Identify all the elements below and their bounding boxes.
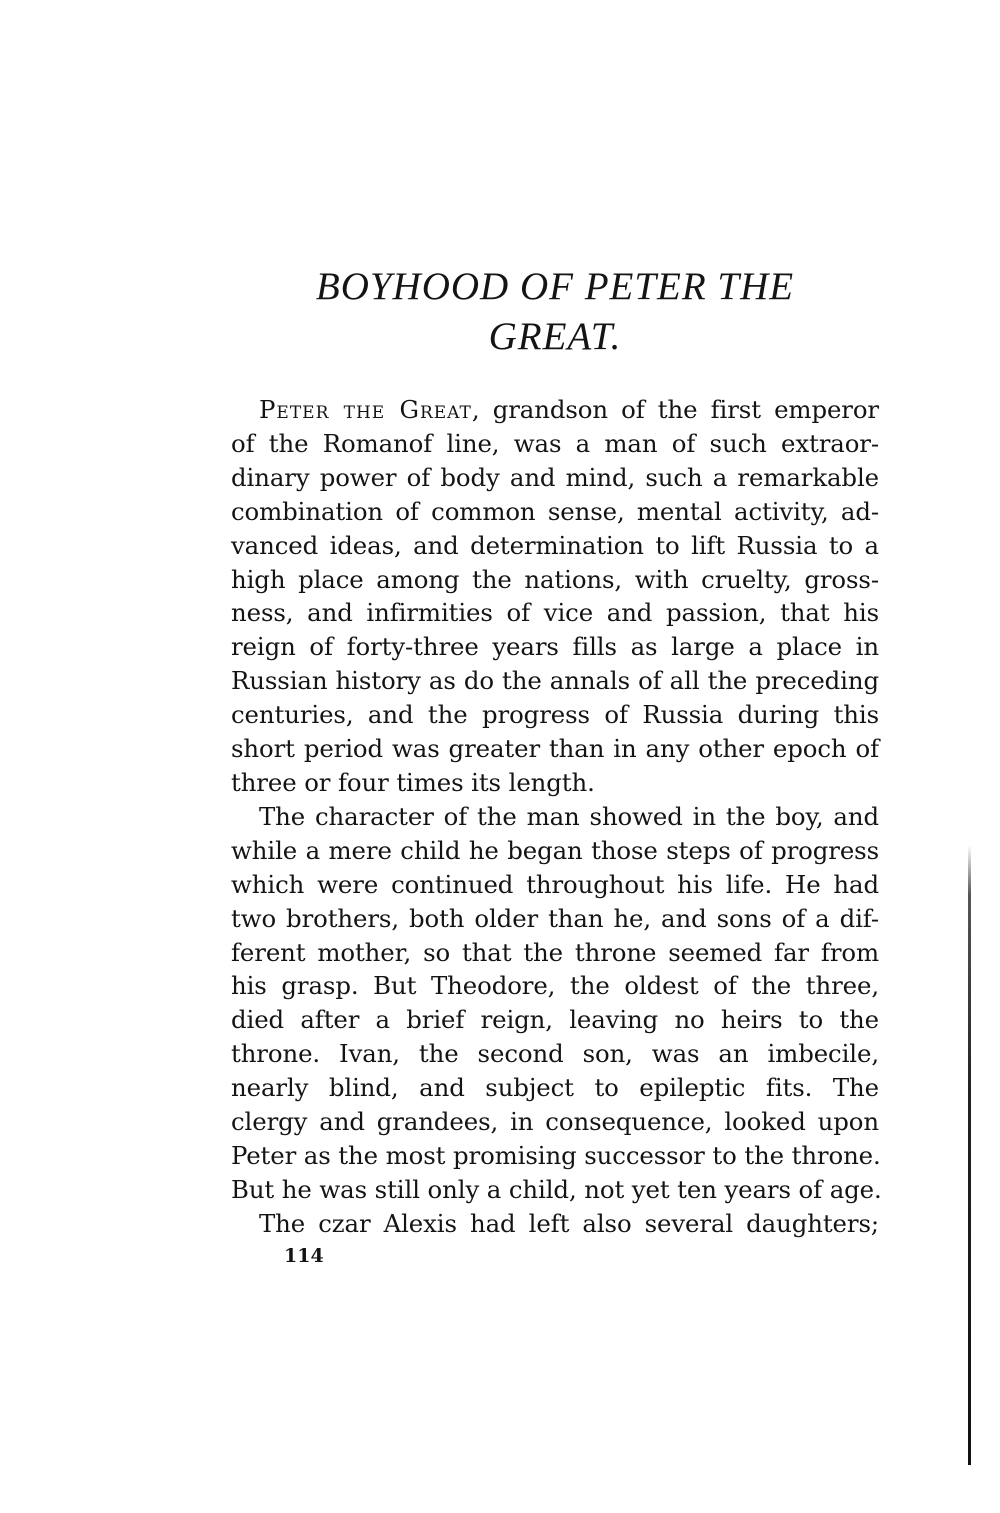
- chapter-title: [230, 262, 880, 362]
- text-line: But he was still only a child, not yet ten years of age.: [231, 1174, 882, 1204]
- text-line: The character of the man showed in the boy, and: [259, 801, 879, 831]
- text-line: short period was greater than in any other epoch of: [231, 734, 879, 764]
- text-line: high place among the nations, with cruelty, gross-: [231, 564, 879, 594]
- text-line: vanced ideas, and determination to lift Russia to a: [231, 530, 879, 560]
- paragraph-2: [231, 800, 882, 1207]
- text-line: Russian history as do the annals of all the preceding: [231, 666, 879, 696]
- text-line: clergy and grandees, in consequence, looked upon: [231, 1107, 879, 1137]
- page-number: 114: [284, 1245, 324, 1267]
- chapter-title-line-2: GREAT.: [488, 315, 622, 358]
- text-line: Peter as the most promising successor to the throne.: [231, 1140, 881, 1170]
- text-line: reign of forty-three years fills as large a place in: [231, 632, 879, 662]
- lead-smallcaps: Peter the Great: [259, 395, 472, 424]
- text-line: nearly blind, and subject to epileptic fits. The: [231, 1073, 879, 1103]
- text-line: two brothers, both older than he, and sons of a dif-: [231, 903, 879, 933]
- body-text: [231, 393, 882, 1241]
- text-line: died after a brief reign, leaving no heirs to the: [231, 1005, 879, 1035]
- text-line: ferent mother, so that the throne seemed far from: [231, 937, 879, 967]
- text-line: of the Romanof line, was a man of such extraor-: [231, 428, 879, 458]
- text-line: The czar Alexis had left also several daughters;: [259, 1208, 879, 1238]
- text-line: centuries, and the progress of Russia during this: [231, 700, 879, 730]
- paragraph-3: [231, 1207, 879, 1241]
- page-edge-shadow: [968, 845, 971, 1465]
- text-line: three or four times its length.: [231, 767, 595, 797]
- text-line: Peter the Great, grandson of the first emperor: [259, 395, 879, 424]
- text-line: while a mere child he began those steps of progress: [231, 835, 879, 865]
- chapter-title-line-1: BOYHOOD OF PETER THE: [315, 265, 795, 308]
- text-line: throne. Ivan, the second son, was an imbecile,: [231, 1039, 879, 1069]
- paragraph-1: [231, 393, 879, 800]
- text-line: his grasp. But Theodore, the oldest of the three,: [231, 971, 879, 1001]
- text-line: dinary power of body and mind, such a remarkable: [231, 462, 879, 492]
- text-line: which were continued throughout his life. He had: [231, 869, 879, 899]
- text-line: ness, and infirmities of vice and passion, that his: [231, 598, 879, 628]
- text-line: combination of common sense, mental activity, ad-: [231, 496, 879, 526]
